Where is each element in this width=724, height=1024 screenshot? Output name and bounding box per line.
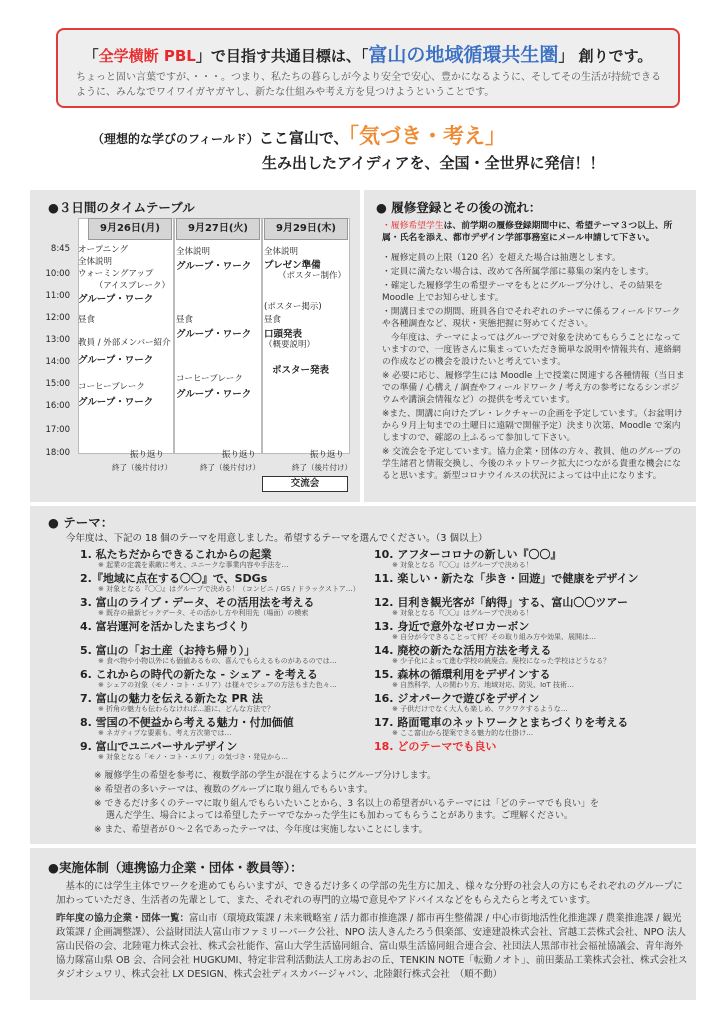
timetable-title: ●３日間のタイムテーブル <box>48 200 195 215</box>
d3-poster: ポスター発表 <box>272 365 330 376</box>
d1-groupwork: グループ・ワーク <box>78 294 154 305</box>
theme-item-title: 11. 楽しい・新たな「歩き・回遊」で健康をデザイン <box>374 572 639 585</box>
d1-review: 振り返り <box>129 450 164 460</box>
d1-groupwork: グループ・ワーク <box>78 355 154 366</box>
theme-item-title: 18. どのテーマでも良い <box>374 740 497 753</box>
flow-item: ・履修定員の上限（120 名）を超えた場合は抽選とします。 <box>382 253 621 263</box>
d1-opening: オープニング <box>78 245 128 255</box>
flow-p1-text: は、前学期の履修登録期間中に、希望テーマ３つ以上、所属・氏名を添え、都市デザイン学部事務室にメール申請して下さい。 <box>382 221 673 243</box>
flow-title: ● 履修登録とその後の流れ： <box>376 200 542 215</box>
theme-note: 選んだ学生、場合によっては希望したテーマでなかった学生にも加わってもらうことがあります。ご理解ください。 <box>94 811 574 821</box>
d1-groupwork: グループ・ワーク <box>78 397 154 408</box>
d2-groupwork: グループ・ワーク <box>176 389 252 400</box>
time-label: 16:00 <box>45 401 70 411</box>
flow-item: ※ 必要に応じ、履修学生には Moodle 上で授業に関連する各種情報（当日までの準備 / 心構え / 調査やフィールドワーク / 考え方の参考になるシンポジウムや講演会情報など）の提供を考えています。 <box>382 371 685 405</box>
flow-item: ・確定した履修学生の希望テーマをもとにグループ分けし、その結果を Moodle 上でお知らせします。 <box>382 281 663 303</box>
title-red: 全学横断 PBL <box>98 47 196 65</box>
theme-item-title: 16. ジオパークで遊びをデザイン <box>374 692 540 705</box>
theme-item-sub: ※ 既存の最新ビックデータ、その活かし方や利用先（場面）の模索 <box>98 609 309 617</box>
theme-item-title: 2.『地域に点在する〇〇』で、SDGs <box>80 572 268 585</box>
impl-title: ●実施体制（連携協力企業・団体・教員等）： <box>48 860 303 875</box>
kouryu-box: 交流会 <box>262 476 348 492</box>
theme-item-sub: ※ 子供だけでなく大人も楽しめ、ワクワクするような… <box>392 705 568 713</box>
theme-item-sub: ※ 対象となる『〇〇』はグループで決める！ <box>392 561 533 569</box>
d2-end: 終了（後片付け） <box>200 463 260 472</box>
theme-item-sub: ※ 折角の魅力も伝わらなければ…誰に、どんな方法で？ <box>98 705 275 713</box>
theme-note: ※ できるだけ多くのテーマに取り組んでもらいたいことから、3 名以上の希望者がいるテーマには「どのテーマでも良い」を <box>94 799 599 809</box>
flow-red: ・履修希望学生 <box>382 221 444 231</box>
time-label: 17:00 <box>45 425 70 435</box>
theme-item-sub: ※ 対象となる「モノ・コト・エリア」の気づき・発見から… <box>98 753 289 761</box>
day2-header: 9月27日(火) <box>176 218 260 240</box>
d3-oral: 口頭発表 <box>264 329 303 340</box>
d3-overview: 全体説明 <box>264 247 299 257</box>
theme-item-title: 9. 富山でユニバーサルデザイン <box>80 740 238 753</box>
theme-item-title: 1. 私たちだからできるこれからの起業 <box>80 548 272 561</box>
time-label: 11:00 <box>45 291 70 301</box>
theme-note: ※ 希望者の多いテーマは、複数のグループに取り組んでもらいます。 <box>94 785 373 795</box>
d1-intro: 教員 / 外部メンバー紹介 <box>78 338 171 348</box>
timetable <box>40 218 350 498</box>
day3-header: 9月29日(木) <box>264 218 348 240</box>
d2-groupwork: グループ・ワーク <box>176 329 252 340</box>
slogan-line2: 生み出したアイディアを、全国・全世界に発信！！ <box>262 154 605 172</box>
theme-item-title: 12. 目利き観光客が「納得」する、富山〇〇ツアー <box>374 596 628 609</box>
d2-coffee: コーヒーブレーク <box>176 374 243 384</box>
d2-lunch: 昼食 <box>176 315 194 325</box>
d2-review: 振り返り <box>221 450 256 460</box>
flow-p1 <box>382 220 688 244</box>
flow-item: ※また、開講に向けたプレ・レクチャーの企画を予定しています。（お盆明けから９月上旬までの土曜日に遠隔で開催予定）決まり次第、Moodle で案内しますので、確認の上ふるって参加して下さい。 <box>382 409 683 443</box>
theme-item-sub: ※ 食べ物や小物以外にも価値あるもの、喜んでもらえるものがあるのでは… <box>98 657 337 665</box>
title-pre: 「 <box>83 47 99 65</box>
theme-item-sub: ※ 対象となる『〇〇』はグループで決める！ <box>392 609 533 617</box>
theme-item-title: 15. 森林の循環利用をデザインする <box>374 668 551 681</box>
theme-item-title: 4. 富岩運河を活かしたまちづくり <box>80 620 250 633</box>
time-label: 13:00 <box>45 335 70 345</box>
d1-end: 終了（後片付け） <box>112 463 172 472</box>
time-label: 14:00 <box>45 357 70 367</box>
d1-lunch: 昼食 <box>78 315 96 325</box>
theme-item-sub: ※ シェアの対象（モノ・コト・エリア）は様々でシェアの方法もまた色々… <box>98 681 337 689</box>
theme-item-sub: ※ ネガティブな要素も、考え方次第では… <box>98 729 232 737</box>
header-box <box>56 28 680 108</box>
theme-item-sub: ※ 自分が今できることって何？その取り組み方や効果、展開は… <box>392 633 596 641</box>
slogan-small: （理想的な学びのフィールド） <box>92 132 259 146</box>
d3-end: 終了（後片付け） <box>292 463 352 472</box>
d1-icebreak: （アイスブレーク） <box>94 281 170 291</box>
theme-item-title: 8. 雪国の不便益から考える魅力・付加価値 <box>80 716 294 729</box>
header-title <box>58 40 678 67</box>
day1-header: 9月26日(月) <box>88 218 172 240</box>
theme-item-title: 7. 富山の魅力を伝える新たな PR 法 <box>80 692 263 705</box>
time-label: 18:00 <box>45 448 70 458</box>
theme-note: ※ 履修学生の希望を参考に、複数学部の学生が混在するようにグループ分けします。 <box>94 771 436 781</box>
time-label: 12:00 <box>45 313 70 323</box>
d3-prep: プレゼン準備 <box>264 260 321 271</box>
themes-title: ● テーマ： <box>48 515 114 530</box>
slogan-line1 <box>92 120 506 150</box>
theme-item-sub: ※ ここ富山から提案できる魅力的な仕掛け… <box>392 729 534 737</box>
d1-warmup: ウォーミングアップ <box>78 269 154 279</box>
theme-item-sub: ※ 対象となる『〇〇』はグループで決める！（コンビニ / GS / ドラックストア…） <box>98 585 360 593</box>
slogan-mid: ここ富山で、 <box>258 129 349 147</box>
theme-note: ※ また、希望者が０〜２名であったテーマは、今年度は実施しないことにします。 <box>94 825 428 835</box>
d3-lunch: 昼食 <box>264 315 282 325</box>
title-post: 」 創りです。 <box>558 47 653 65</box>
d1-overview: 全体説明 <box>78 257 113 267</box>
flow-item: ※ 交流会を予定しています。協力企業・団体の方々、教員、他のグループの学生諸君と情報交換し、今後のネットワーク拡大につながる貴重な機会になると思います。新型コロナウイルスの状況によっては中止になります。 <box>382 447 682 481</box>
impl-body: 基本的には学生主体でワークを進めてもらいますが、できるだけ多くの学部の先生方に加え、様々な分野の社会人の方にもそれぞれのグループに加わっていただき、生活者の先輩として、また、それぞれの専門的立場で意見やアドバイスなどをもらえたらと考えています。 <box>56 881 683 906</box>
theme-item-title: 3. 富山のライブ・データ、その活用法を考える <box>80 596 315 609</box>
d2-overview: 全体説明 <box>176 247 211 257</box>
d2-groupwork: グループ・ワーク <box>176 261 252 272</box>
theme-item-title: 13. 身近で意外なゼロカーボン <box>374 620 530 633</box>
d3-poster-make: （ポスター制作） <box>277 271 346 281</box>
d3-poster-post: (ポスター掲示) <box>264 302 322 312</box>
flow-item: ・定員に満たない場合は、改めて各所属学部に募集の案内をします。 <box>382 267 655 277</box>
partners-label: 昨年度の協力企業・団体一覧： <box>56 913 190 924</box>
time-label: 15:00 <box>45 379 70 389</box>
slogan-orange: 「気づき・考え」 <box>348 124 507 148</box>
partners-text: 富山市（環境政策課 / 未来戦略室 / 活力都市推進課 / 都市再生整備課 / 中心市街地活性化推進課 / 農業推進課 / 観光政策課 / 企画調整課）、公益財団法人富山市ファミリーパーク公社、NPO 法人きんたろう倶楽部、安達建設株式会社、宮越工芸株式会社、NPO 法人富山民俗の会、北陸電力株式会社、株式会社能作、富山大学生活協同組合、富山県生活協同組合連合会、社団法人黒部市社会福祉協議会、青年海外協力隊富山県 OB 会、合同会社 HUGKUMI、特定非営利活動法人工房あおの丘、TENKIN NOTE「転勤ノオト」、前田薬品工業株式会社、株式会社スタジオシュワリ、株式会社 LX DESIGN、株式会社ディスカバージャパン、北陸銀行株式会社 （順不動） <box>56 913 688 980</box>
title-mid: 」で目指す共通目標は、「 <box>195 47 369 65</box>
header-body: ちょっと固い言葉ですが、・・・。つまり、私たちの暮らしが今より安全で安心、豊かになるように、そしてその生活が持続できるように、みんなでワイワイガヤガヤし、新たな仕組みや考え方を見つけようということです。 <box>76 72 661 98</box>
themes-intro: 今年度は、下記の 18 個のテーマを用意しました。希望するテーマを選んでください。（3 個以上） <box>66 533 488 544</box>
d3-review: 振り返り <box>309 450 344 460</box>
theme-item-title: 10. アフターコロナの新しい『〇〇』 <box>374 548 562 561</box>
impl-partners <box>56 912 688 982</box>
theme-item-sub: ※ 起業の定義を素敵に考え、ユニークな事業内容や手法を… <box>98 561 289 569</box>
time-label: 10:00 <box>45 269 70 279</box>
theme-item-title: 17. 路面電車のネットワークとまちづくりを考える <box>374 716 629 729</box>
theme-item-sub: ※ 少子化によって進む学校の統廃合。廃校になった学校はどうなる？ <box>392 657 611 665</box>
time-label: 8:45 <box>50 244 70 254</box>
theme-item-title: 14. 廃校の新たな活用方法を考える <box>374 644 552 657</box>
flow-item: ・開講日までの期間、班員各自でそれぞれのテーマに係るフィールドワークや各種調査など、現状・実態把握に努めてください。 <box>382 307 681 329</box>
flow-item: 今年度は、テーマによってはグループで対象を決めてもらうことになっていますので、一度皆さんに集まっていただき簡単な説明や情報共有、連絡網の作成などの機会を設けたいと考えています。 <box>382 333 681 367</box>
theme-item-title: 5. 富山の「お土産（お持ち帰り）」 <box>80 644 256 657</box>
d3-outline: （概要説明） <box>264 340 316 350</box>
title-blue: 富山の地域循環共生圏 <box>368 44 559 66</box>
d1-coffee: コーヒーブレーク <box>78 382 145 392</box>
theme-item-title: 6. これからの時代の新たな - シェア - を考える <box>80 668 318 681</box>
theme-item-sub: ※ 自然科学、人の関わり方、地域対応、防災、IoT 技術… <box>392 681 574 689</box>
